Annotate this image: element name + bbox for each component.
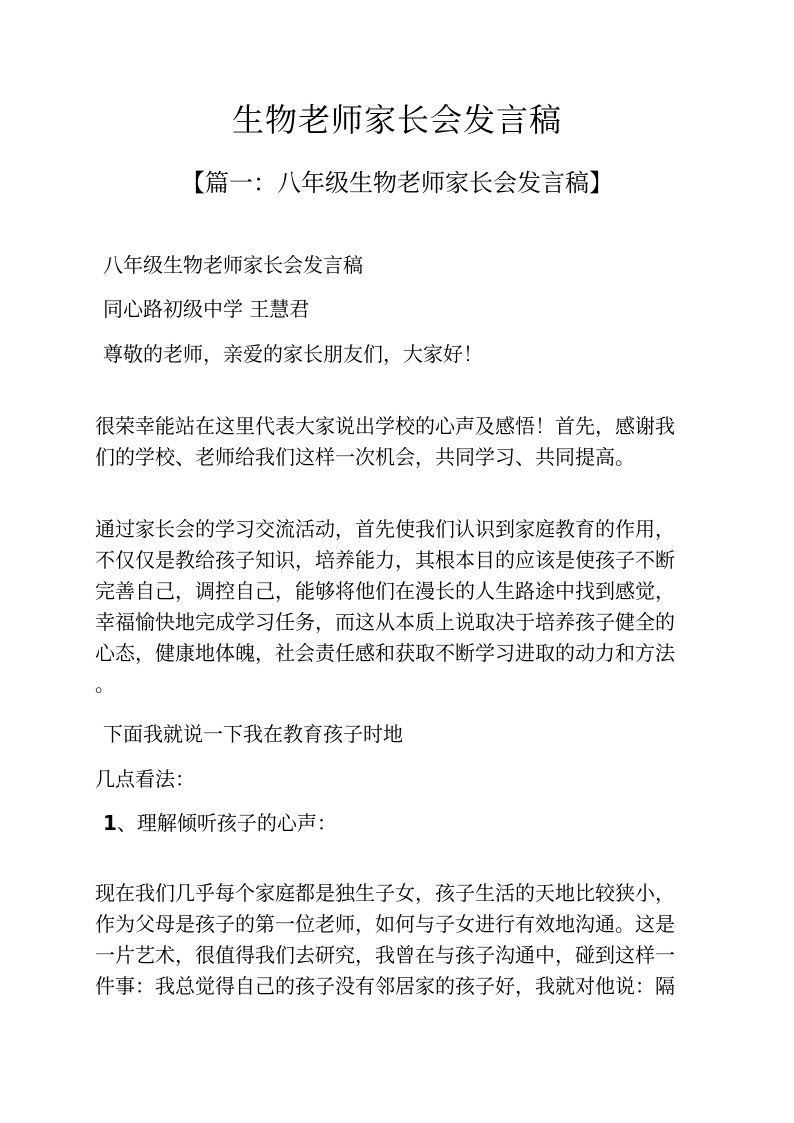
paragraph-2-line: 心态，健康地体魄，社会责任感和获取不断学习进取的动力和方法	[95, 641, 675, 665]
paragraph-2-line: 通过家长会的学习交流活动，首先使我们认识到家庭教育的作用，	[95, 517, 675, 541]
paragraph-1	[95, 411, 695, 473]
points-line: 几点看法：	[95, 767, 195, 791]
greeting-line: 尊敬的老师，亲爱的家长朋友们，大家好！	[103, 342, 483, 366]
paragraph-2-line: 。	[95, 672, 115, 696]
paragraph-2	[95, 514, 695, 700]
document-subtitle: 【篇一：八年级生物老师家长会发言稿】	[181, 169, 613, 197]
paragraph-3-line: 作为父母是孩子的第一位老师，如何与子女进行有效地沟通。这是	[95, 912, 675, 936]
article-heading: 八年级生物老师家长会发言稿	[103, 253, 363, 277]
paragraph-3-line: 一片艺术，很值得我们去研究，我曾在与孩子沟通中，碰到这样一	[95, 943, 675, 967]
paragraph-2-line: 幸福愉快地完成学习任务，而这从本质上说取决于培养孩子健全的	[95, 610, 675, 634]
numbered-item-1	[103, 808, 337, 838]
paragraph-1-line: 很荣幸能站在这里代表大家说出学校的心声及感悟！首先，感谢我	[95, 414, 675, 438]
paragraph-3	[95, 878, 695, 1002]
paragraph-2-line: 完善自己，调控自己，能够将他们在漫长的人生路途中找到感觉，	[95, 579, 675, 603]
item-number: 1	[103, 811, 117, 835]
paragraph-1-line: 们的学校、老师给我们这样一次机会，共同学习、共同提高。	[95, 445, 635, 469]
author-line: 同心路初级中学 王慧君	[103, 297, 310, 321]
item-text: 、理解倾听孩子的心声：	[116, 811, 337, 835]
paragraph-3-line: 件事：我总觉得自己的孩子没有邻居家的孩子好，我就对他说：隔	[95, 974, 675, 998]
paragraph-3-line: 现在我们几乎每个家庭都是独生子女，孩子生活的天地比较狭小，	[95, 881, 675, 905]
intro-line: 下面我就说一下我在教育孩子时地	[103, 722, 403, 746]
document-title: 生物老师家长会发言稿	[231, 101, 562, 139]
paragraph-2-line: 不仅仅是教给孩子知识，培养能力，其根本目的应该是使孩子不断	[95, 548, 675, 572]
